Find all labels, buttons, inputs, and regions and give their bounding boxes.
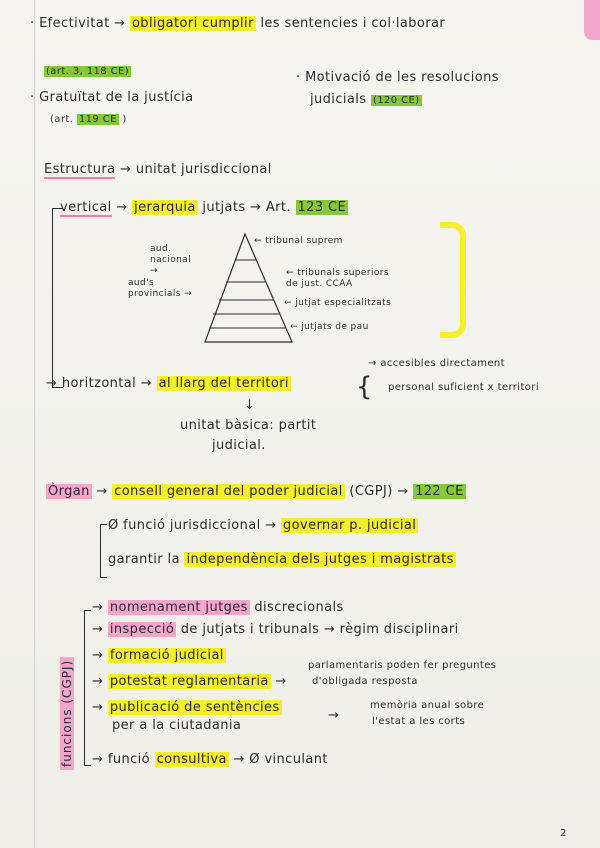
organ-item-2: garantir la independència dels jutges i magistrats <box>108 552 454 567</box>
ref-efectivitat: (art. 3, 118 CE) <box>46 66 130 77</box>
potestat-note-1: parlamentaris poden fer preguntes <box>308 660 497 671</box>
publicacio-note-2: l'estat a les corts <box>372 716 466 727</box>
corner-tab <box>584 0 600 40</box>
organ-item-1: Ø funció jurisdiccional → governar p. judicial <box>108 518 417 533</box>
estructura-bracket <box>52 208 63 388</box>
down-arrow: ↓ <box>244 398 256 413</box>
page-number: 2 <box>560 828 567 839</box>
pyramid-left-label-1: aud. nacional → <box>150 244 192 276</box>
estructura-vertical: vertical → jerarquia jutjats → Art. 123 CE <box>60 200 347 215</box>
estructura-title: Estructura <box>44 162 116 177</box>
highlight-obligatori: obligatori cumplir <box>131 16 254 31</box>
publicacio-note-1: memòria anual sobre <box>370 700 485 711</box>
funcio-item-3: → formació judicial <box>92 648 224 663</box>
unitat-basica-2: judicial. <box>212 438 266 453</box>
pyramid-diagram <box>200 230 300 350</box>
section-organ: Òrgan → consell general del poder judicial (CGPJ) → 122 CE <box>48 484 464 499</box>
yellow-bracket <box>440 222 466 338</box>
funcio-item-1: → nomenament jutges discrecionals <box>92 600 344 615</box>
principle-gratuitat: · Gratuïtat de la justícia <box>30 90 194 105</box>
pyramid-right-label-3: ← jutjat especialitzats <box>284 298 392 308</box>
pyramid-right-label-1: ← tribunal suprem <box>254 236 343 246</box>
curly-brace: { <box>356 372 373 402</box>
publicacio-arrow: → <box>328 708 340 723</box>
funcio-item-2: → inspecció de jutjats i tribunals → règim disciplinari <box>92 622 459 637</box>
brace-item-2: personal suficient x territori <box>388 382 539 393</box>
pyramid-right-label-4: ← jutjats de pau <box>290 322 369 332</box>
organ-bracket <box>100 524 107 578</box>
ref-gratuitat: (art. 119 CE ) <box>50 114 127 125</box>
funcio-item-6: per a la ciutadania <box>112 718 242 733</box>
funcions-side-label: funcions (CGPJ) <box>60 657 74 770</box>
principle-efectivitat: · Efectivitat → obligatori cumplir les sentencies i col·laborar <box>30 16 446 31</box>
funcio-item-4: → potestat reglamentaria → <box>92 674 287 689</box>
brace-item-1: → accesibles directament <box>368 358 505 369</box>
section-estructura: Estructura → unitat jurisdiccional <box>44 162 272 177</box>
potestat-note-2: d'obligada resposta <box>312 676 418 687</box>
funcio-item-5: → publicació de sentències <box>92 700 280 715</box>
pyramid-right-label-2: ← tribunals superiors de just. CCAA <box>286 268 389 289</box>
principle-motivacio-2: judicials (120 CE) <box>310 92 420 107</box>
margin-line <box>34 0 35 848</box>
estructura-horizontal: → horitzontal → al llarg del territori <box>46 376 289 391</box>
principle-motivacio: · Motivació de les resolucions <box>296 70 499 85</box>
funcio-item-7: → funció consultiva → Ø vinculant <box>92 752 328 767</box>
pyramid-left-label-2: aud's provincials → <box>128 278 193 299</box>
unitat-basica-1: unitat bàsica: partit <box>180 418 317 433</box>
funcions-bracket <box>84 610 91 766</box>
